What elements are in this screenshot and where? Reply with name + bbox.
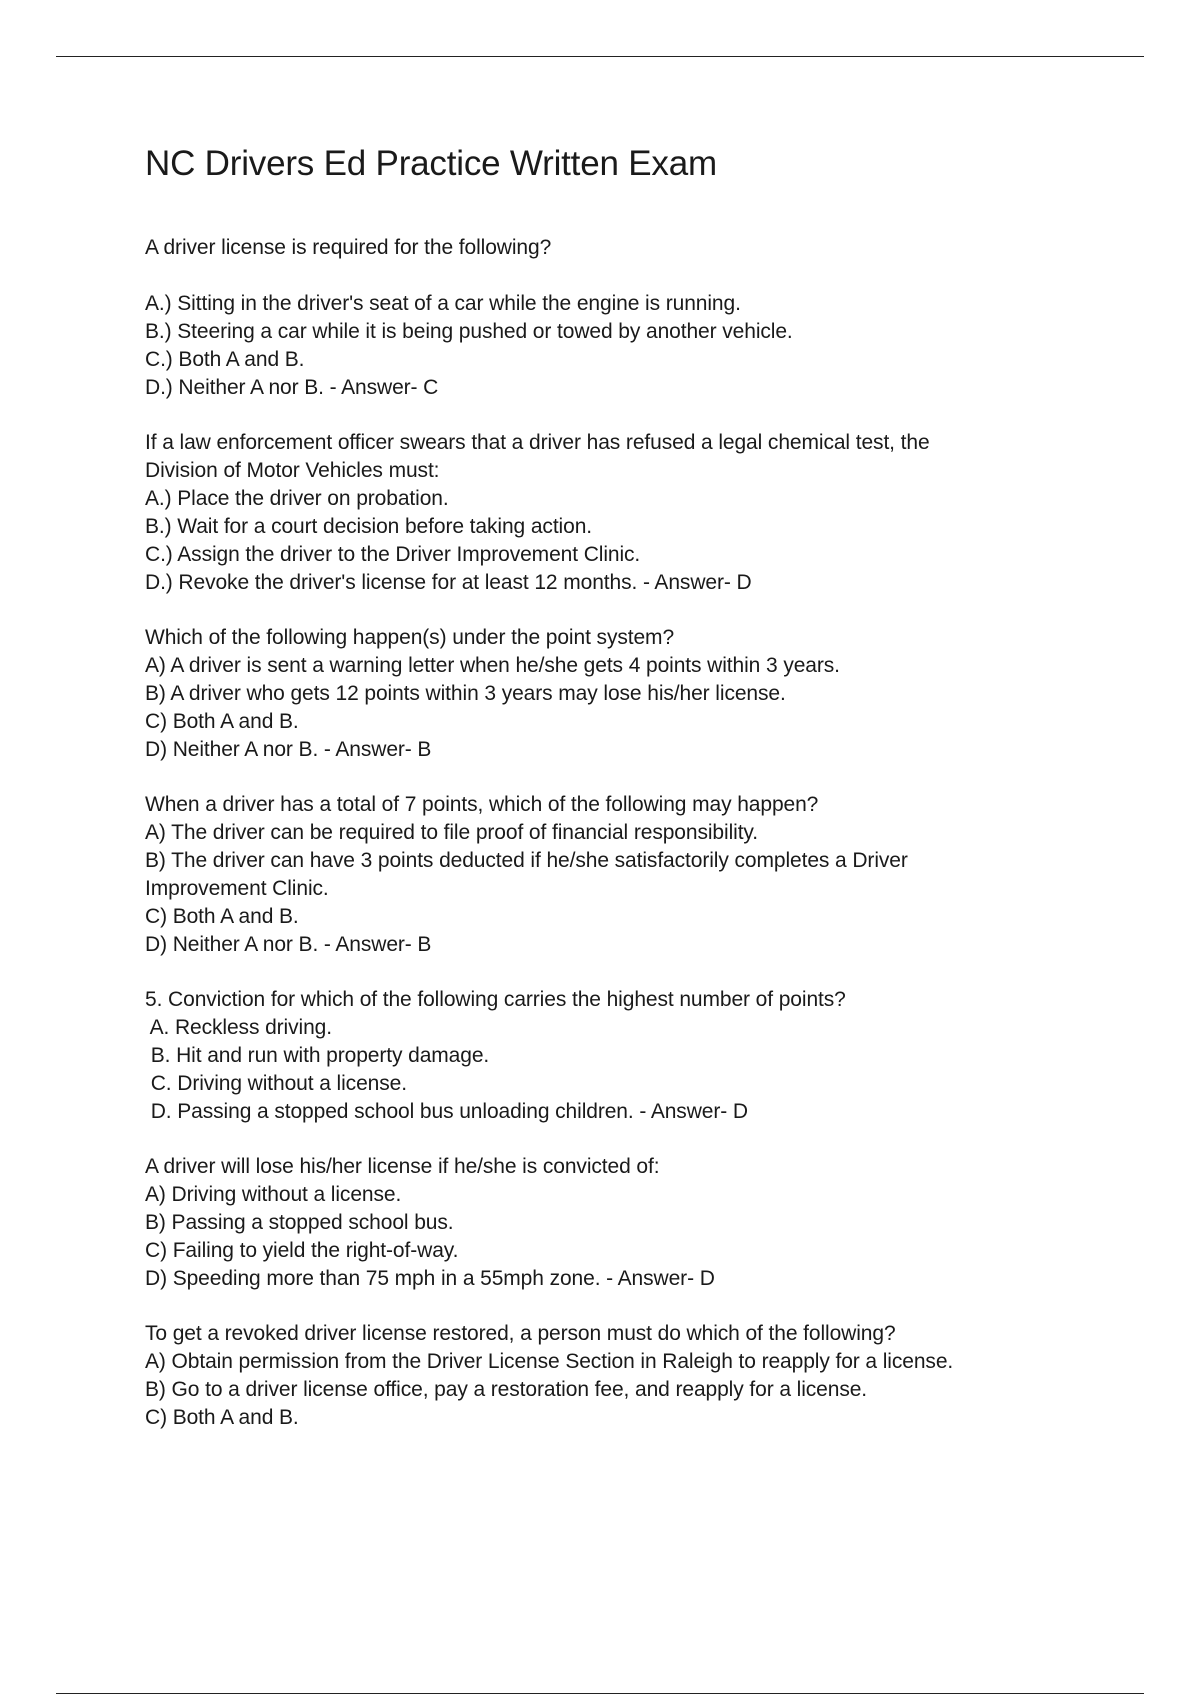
answer-option: D.) Neither A nor B. - Answer- C <box>145 376 439 399</box>
question-stem: A driver will lose his/her license if he/she is convicted of: <box>145 1155 660 1178</box>
question-block <box>145 986 1105 1126</box>
answer-option: A) The driver can be required to file proof of financial responsibility. <box>145 821 759 844</box>
spacer <box>145 262 1105 290</box>
question-block <box>145 234 1105 402</box>
answer-option: A.) Sitting in the driver's seat of a car while the engine is running. <box>145 292 741 315</box>
answer-option: D) Neither A nor B. - Answer- B <box>145 738 432 761</box>
question-stem: Which of the following happen(s) under the point system? <box>145 626 675 649</box>
answer-option: D.) Revoke the driver's license for at least 12 months. - Answer- D <box>145 571 752 594</box>
answer-option: C) Both A and B. <box>145 710 299 733</box>
answer-option: C) Both A and B. <box>145 905 299 928</box>
answer-option: A.) Place the driver on probation. <box>145 487 449 510</box>
question-stem: When a driver has a total of 7 points, which of the following may happen? <box>145 793 819 816</box>
answer-option: D) Speeding more than 75 mph in a 55mph zone. - Answer- D <box>145 1267 715 1290</box>
answer-option: D) Neither A nor B. - Answer- B <box>145 933 432 956</box>
page-title: NC Drivers Ed Practice Written Exam <box>145 144 717 183</box>
bottom-rule <box>56 1693 1144 1694</box>
answer-option: B) The driver can have 3 points deducted if he/she satisfactorily completes a Driver <box>145 849 908 872</box>
answer-option: A) Driving without a license. <box>145 1183 402 1206</box>
top-rule <box>56 56 1144 57</box>
question-stem: If a law enforcement officer swears that a driver has refused a legal chemical test, the <box>145 431 930 454</box>
answer-option: B. Hit and run with property damage. <box>145 1044 490 1067</box>
answer-option: C) Both A and B. <box>145 1406 299 1429</box>
answer-option: A. Reckless driving. <box>145 1016 332 1039</box>
answer-option-continued: Improvement Clinic. <box>145 877 329 900</box>
document-body <box>145 140 1105 1432</box>
question-stem: A driver license is required for the following? <box>145 236 552 259</box>
answer-option: A) Obtain permission from the Driver License Section in Raleigh to reapply for a license. <box>145 1350 954 1373</box>
question-block <box>145 1320 1105 1432</box>
question-block <box>145 1153 1105 1293</box>
question-stem: To get a revoked driver license restored, a person must do which of the following? <box>145 1322 896 1345</box>
answer-option: B) Passing a stopped school bus. <box>145 1211 454 1234</box>
question-block <box>145 791 1105 959</box>
answer-option: B.) Steering a car while it is being pushed or towed by another vehicle. <box>145 320 793 343</box>
answer-option: B) Go to a driver license office, pay a restoration fee, and reapply for a license. <box>145 1378 868 1401</box>
answer-option: B) A driver who gets 12 points within 3 years may lose his/her license. <box>145 682 786 705</box>
answer-option: C. Driving without a license. <box>145 1072 407 1095</box>
answer-option: D. Passing a stopped school bus unloading children. - Answer- D <box>145 1100 748 1123</box>
answer-option: C.) Assign the driver to the Driver Improvement Clinic. <box>145 543 641 566</box>
question-stem-continued: Division of Motor Vehicles must: <box>145 459 440 482</box>
answer-option: C) Failing to yield the right-of-way. <box>145 1239 459 1262</box>
answer-option: C.) Both A and B. <box>145 348 305 371</box>
question-block <box>145 429 1105 597</box>
answer-option: A) A driver is sent a warning letter when he/she gets 4 points within 3 years. <box>145 654 840 677</box>
question-block <box>145 624 1105 764</box>
answer-option: B.) Wait for a court decision before taking action. <box>145 515 593 538</box>
question-stem: 5. Conviction for which of the following carries the highest number of points? <box>145 988 846 1011</box>
